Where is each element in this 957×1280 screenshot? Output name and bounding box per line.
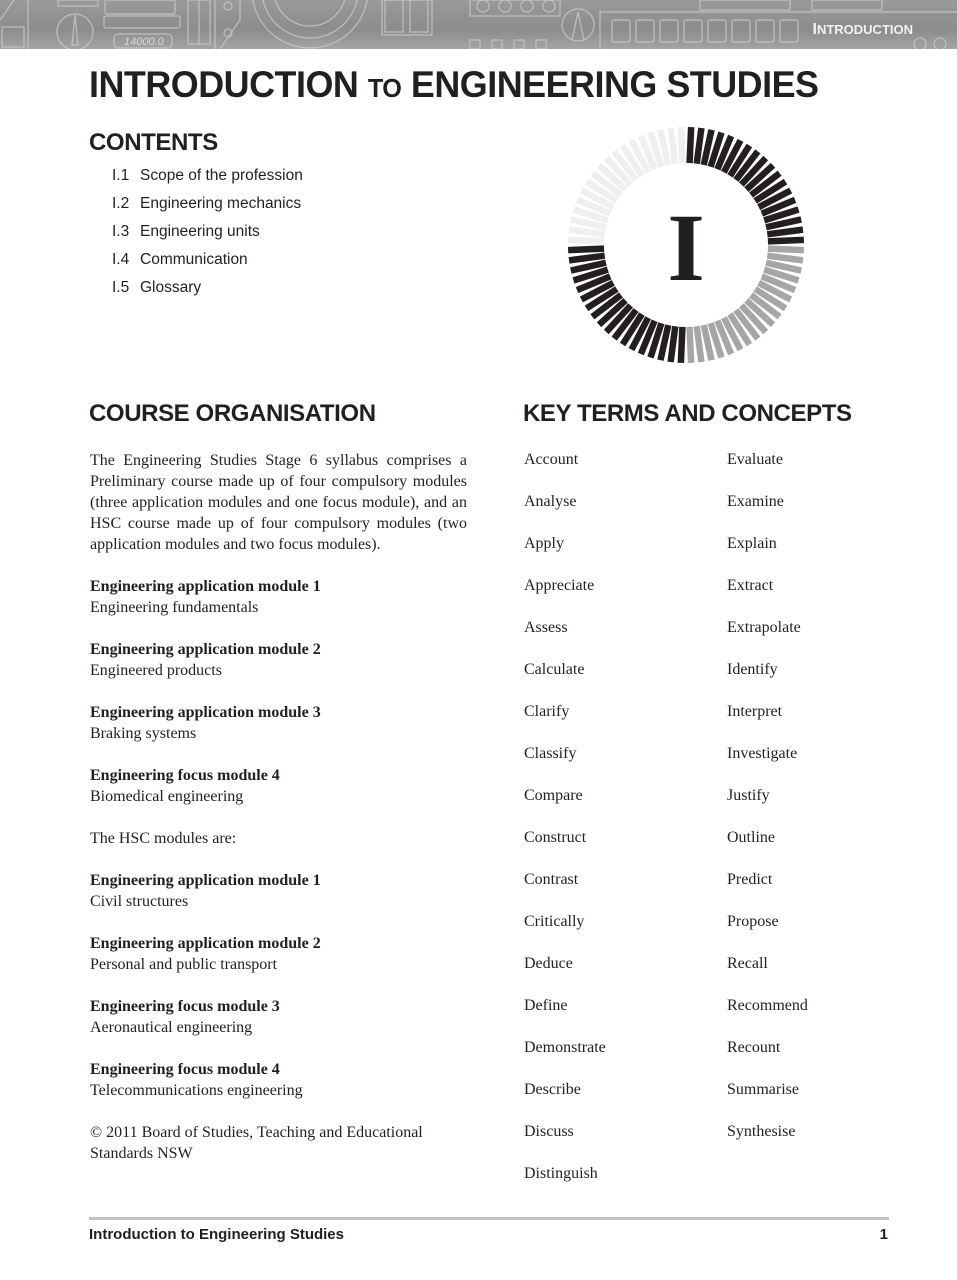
key-term: Interpret: [727, 703, 783, 720]
module-heading: Engineering focus module 3: [90, 998, 280, 1015]
key-term: Account: [524, 451, 579, 468]
key-term: Justify: [727, 787, 770, 804]
section-label: [813, 21, 914, 39]
key-term: Calculate: [524, 661, 585, 678]
key-term: Define: [524, 997, 568, 1014]
header-banner: [0, 0, 957, 49]
chapter-emblem: [566, 125, 806, 365]
preliminary-module: [90, 576, 467, 618]
key-term: Identify: [727, 661, 778, 678]
key-term: Evaluate: [727, 451, 783, 468]
title-part-1: INTRODUCTION: [89, 64, 359, 105]
contents-item-number: I.1: [112, 167, 130, 184]
key-term: Critically: [524, 913, 585, 930]
key-term: Extrapolate: [727, 619, 801, 636]
key-term: Demonstrate: [524, 1039, 606, 1056]
contents-item[interactable]: [112, 221, 303, 249]
module-name: Engineering fundamentals: [90, 599, 259, 616]
key-term: Examine: [727, 493, 784, 510]
footer-divider: [89, 1217, 889, 1220]
section-label-rest: NTRODUCTION: [816, 22, 913, 37]
contents-item[interactable]: [112, 249, 303, 277]
contents-item-number: I.5: [112, 279, 130, 296]
module-heading: Engineering application module 2: [90, 641, 321, 658]
module-heading: Engineering application module 1: [90, 872, 321, 889]
section-label-initial: I: [812, 21, 817, 38]
hsc-module: [90, 870, 467, 912]
module-heading: Engineering application module 2: [90, 935, 321, 952]
key-term: Deduce: [524, 955, 573, 972]
key-term: Recount: [727, 1039, 781, 1056]
hsc-module: [90, 933, 467, 975]
key-term: Summarise: [727, 1081, 799, 1098]
course-organisation-heading: COURSE ORGANISATION: [89, 400, 376, 427]
title-part-2: TO: [367, 73, 402, 103]
key-term: Appreciate: [524, 577, 595, 594]
module-name: Personal and public transport: [90, 956, 278, 973]
key-term: Compare: [524, 787, 583, 804]
key-term: Recommend: [727, 997, 808, 1014]
key-terms-heading: KEY TERMS AND CONCEPTS: [523, 400, 852, 427]
key-term: Extract: [727, 577, 774, 594]
preliminary-module: [90, 765, 467, 807]
contents-heading: CONTENTS: [89, 129, 218, 156]
key-term: Assess: [524, 619, 568, 636]
contents-item[interactable]: [112, 165, 303, 193]
module-name: Civil structures: [90, 893, 189, 910]
contents-item[interactable]: [112, 193, 303, 221]
contents-item-number: I.4: [112, 251, 130, 268]
course-intro: The Engineering Studies Stage 6 syllabus comprises a Preliminary course made up of four compulsory modules (three application modules and one focus module), and an HSC course made up of four compulsory modules (two application modules and two focus modules).: [90, 452, 467, 553]
key-term: Classify: [524, 745, 577, 762]
key-term: Explain: [727, 535, 777, 552]
module-heading: Engineering focus module 4: [90, 767, 280, 784]
course-organisation-body: [90, 450, 467, 1164]
title-part-3: ENGINEERING STUDIES: [410, 64, 819, 105]
key-term: Analyse: [524, 493, 577, 510]
chapter-letter: I: [667, 193, 705, 301]
contents-item-label: Engineering mechanics: [140, 195, 302, 212]
key-term: Distinguish: [524, 1165, 598, 1182]
key-term: Contrast: [524, 871, 579, 888]
page-title: [89, 64, 818, 106]
module-heading: Engineering focus module 4: [90, 1061, 280, 1078]
module-heading: Engineering application module 1: [90, 578, 321, 595]
hsc-module: [90, 996, 467, 1038]
module-name: Telecommunications engineering: [90, 1082, 303, 1099]
copyright-notice: © 2011 Board of Studies, Teaching and Educational Standards NSW: [90, 1124, 423, 1162]
page-number: 1: [879, 1226, 888, 1243]
contents-item[interactable]: [112, 277, 303, 305]
contents-item-number: I.3: [112, 223, 130, 240]
footer-title: Introduction to Engineering Studies: [89, 1226, 344, 1243]
module-name: Braking systems: [90, 725, 197, 742]
key-term: Construct: [524, 829, 587, 846]
key-term: Recall: [727, 955, 768, 972]
key-term: Describe: [524, 1081, 581, 1098]
module-name: Biomedical engineering: [90, 788, 244, 805]
key-term: Discuss: [524, 1123, 574, 1140]
preliminary-module: [90, 639, 467, 681]
module-name: Engineered products: [90, 662, 222, 679]
contents-item-label: Glossary: [140, 279, 202, 296]
key-terms-left-column: [524, 449, 606, 1205]
contents-item-label: Scope of the profession: [140, 167, 303, 184]
hsc-module: [90, 1059, 467, 1101]
contents-item-number: I.2: [112, 195, 130, 212]
hsc-intro: The HSC modules are:: [90, 830, 237, 847]
key-term: Synthesise: [727, 1123, 796, 1140]
contents-item-label: Engineering units: [140, 223, 260, 240]
key-term: Propose: [727, 913, 779, 930]
preliminary-module: [90, 702, 467, 744]
module-name: Aeronautical engineering: [90, 1019, 253, 1036]
key-term: Investigate: [727, 745, 798, 762]
key-term: Predict: [727, 871, 773, 888]
key-term: Outline: [727, 829, 775, 846]
module-heading: Engineering application module 3: [90, 704, 321, 721]
key-terms-right-column: [727, 449, 808, 1163]
panel-readout: 14000.0: [124, 36, 164, 48]
contents-item-label: Communication: [140, 251, 248, 268]
key-term: Apply: [524, 535, 564, 552]
contents-list: [112, 165, 303, 305]
key-term: Clarify: [524, 703, 570, 720]
